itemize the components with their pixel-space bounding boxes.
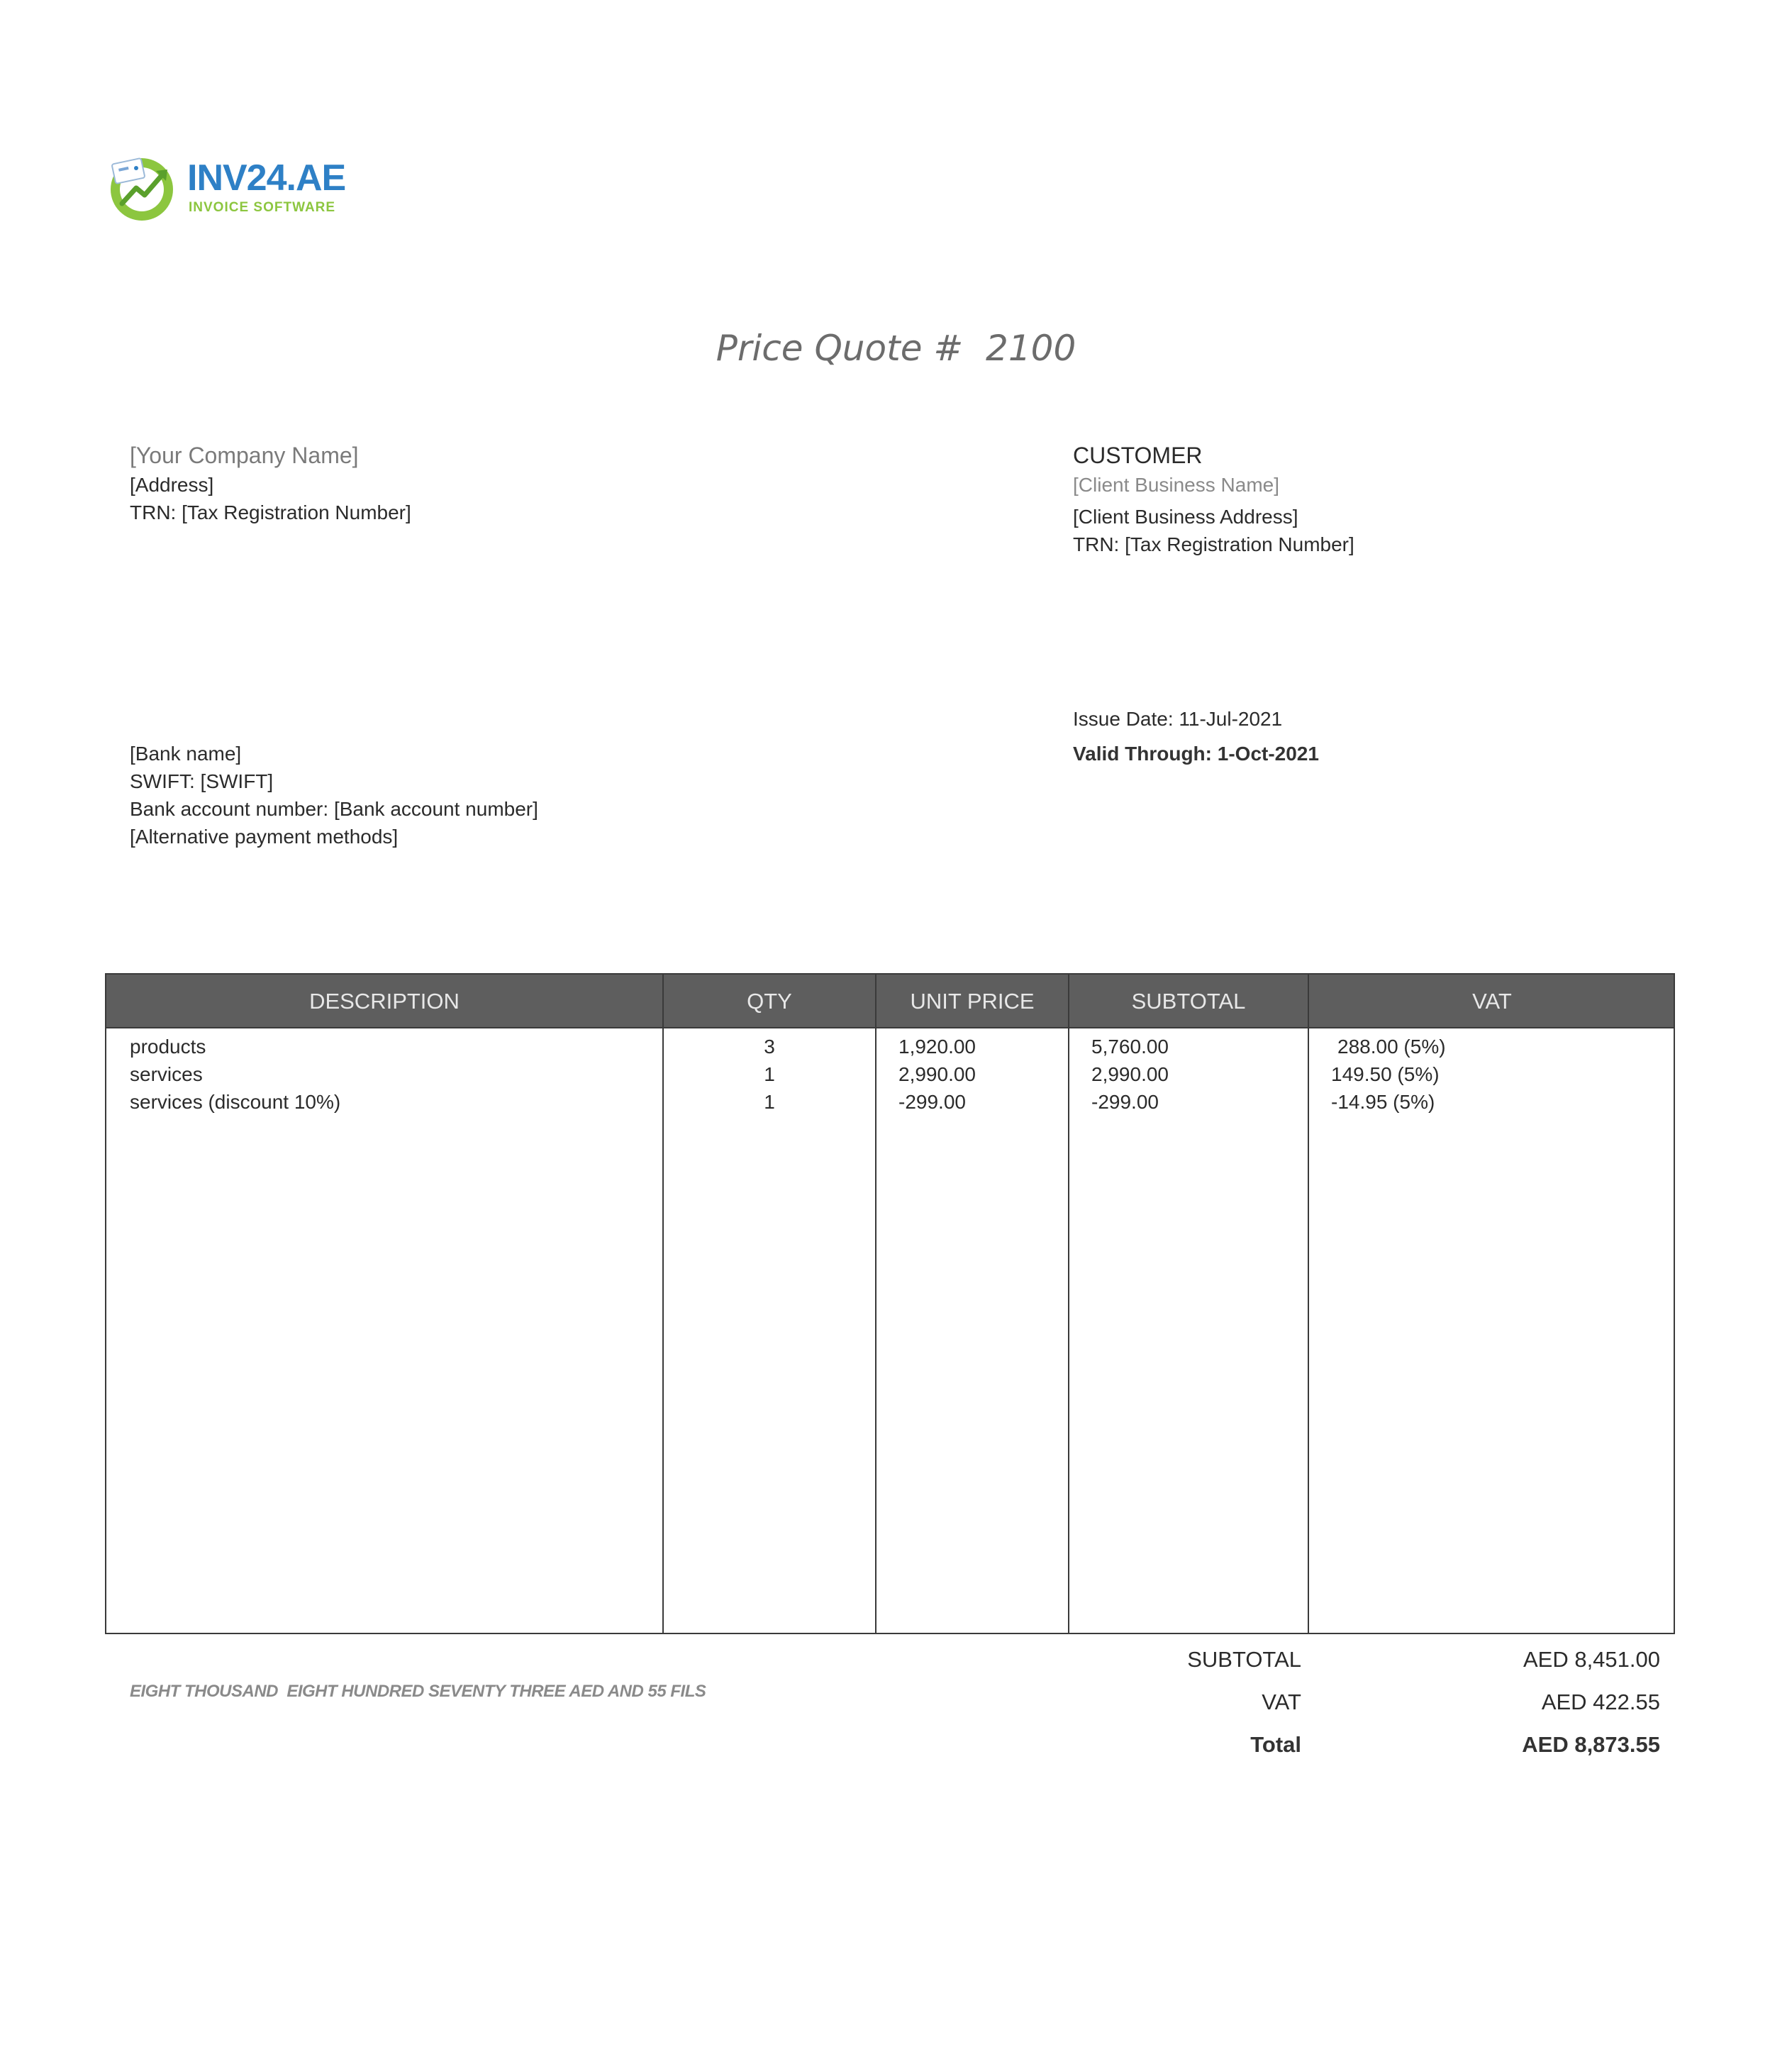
customer-block — [1073, 440, 1354, 558]
table-row-subtotal: 5,760.00 — [1091, 1036, 1169, 1058]
customer-address: [Client Business Address] — [1073, 506, 1298, 528]
subtotal-label: SUBTOTAL — [1187, 1647, 1301, 1672]
bank-name: [Bank name] — [130, 743, 242, 765]
vat-label: VAT — [1262, 1690, 1301, 1714]
total-value: AED 8,873.55 — [1522, 1732, 1660, 1757]
company-logo — [106, 152, 346, 223]
customer-heading: CUSTOMER — [1073, 443, 1203, 468]
column-divider — [875, 975, 876, 1633]
alternative-payment: [Alternative payment methods] — [130, 826, 399, 848]
table-row-vat: -14.95 (5%) — [1331, 1091, 1435, 1113]
column-divider — [1068, 975, 1069, 1633]
seller-trn: TRN: [Tax Registration Number] — [130, 501, 411, 523]
column-header-subtotal: SUBTOTAL — [1131, 989, 1246, 1014]
column-divider — [1308, 975, 1309, 1633]
valid-through: Valid Through: 1-Oct-2021 — [1073, 743, 1319, 765]
table-row-vat: 288.00 (5%) — [1337, 1036, 1446, 1058]
table-row-subtotal: 2,990.00 — [1091, 1063, 1169, 1085]
column-header-qty: QTY — [747, 989, 792, 1014]
customer-trn: TRN: [Tax Registration Number] — [1073, 533, 1354, 555]
logo-mark-icon — [106, 152, 177, 223]
seller-name: [Your Company Name] — [130, 443, 359, 468]
table-row-qty: 3 — [764, 1036, 775, 1058]
subtotal-value: AED 8,451.00 — [1523, 1647, 1660, 1672]
table-row-description: services (discount 10%) — [130, 1091, 341, 1113]
bank-account: Bank account number: [Bank account number] — [130, 798, 538, 820]
column-header-unit-price: UNIT PRICE — [910, 989, 1035, 1014]
issue-date: Issue Date: 11-Jul-2021 — [1073, 708, 1283, 730]
items-table — [105, 973, 1675, 1634]
vat-value: AED 422.55 — [1541, 1690, 1660, 1714]
bank-block — [130, 740, 538, 850]
document-title: Price Quote # 2100 — [716, 328, 1076, 369]
column-header-vat: VAT — [1472, 989, 1512, 1014]
table-row-qty: 1 — [764, 1091, 775, 1113]
seller-block — [130, 440, 411, 526]
table-row-vat: 149.50 (5%) — [1331, 1063, 1440, 1085]
amount-in-words: EIGHT THOUSAND EIGHT HUNDRED SEVENTY THREE AED AND 55 FILS — [130, 1682, 706, 1701]
table-row-description: services — [130, 1063, 203, 1085]
table-row-unit-price: 2,990.00 — [898, 1063, 976, 1085]
logo-title: INV24.AE — [187, 157, 346, 199]
total-label: Total — [1250, 1732, 1301, 1757]
bank-swift: SWIFT: [SWIFT] — [130, 770, 274, 792]
seller-address: [Address] — [130, 474, 214, 496]
table-row-subtotal: -299.00 — [1091, 1091, 1159, 1113]
dates-block — [1073, 705, 1319, 767]
customer-name: [Client Business Name] — [1073, 474, 1280, 496]
table-row-qty: 1 — [764, 1063, 775, 1085]
logo-subtitle: INVOICE SOFTWARE — [189, 200, 336, 215]
table-row-unit-price: -299.00 — [898, 1091, 966, 1113]
table-row-unit-price: 1,920.00 — [898, 1036, 976, 1058]
column-header-description: DESCRIPTION — [309, 989, 460, 1014]
table-row-description: products — [130, 1036, 206, 1058]
